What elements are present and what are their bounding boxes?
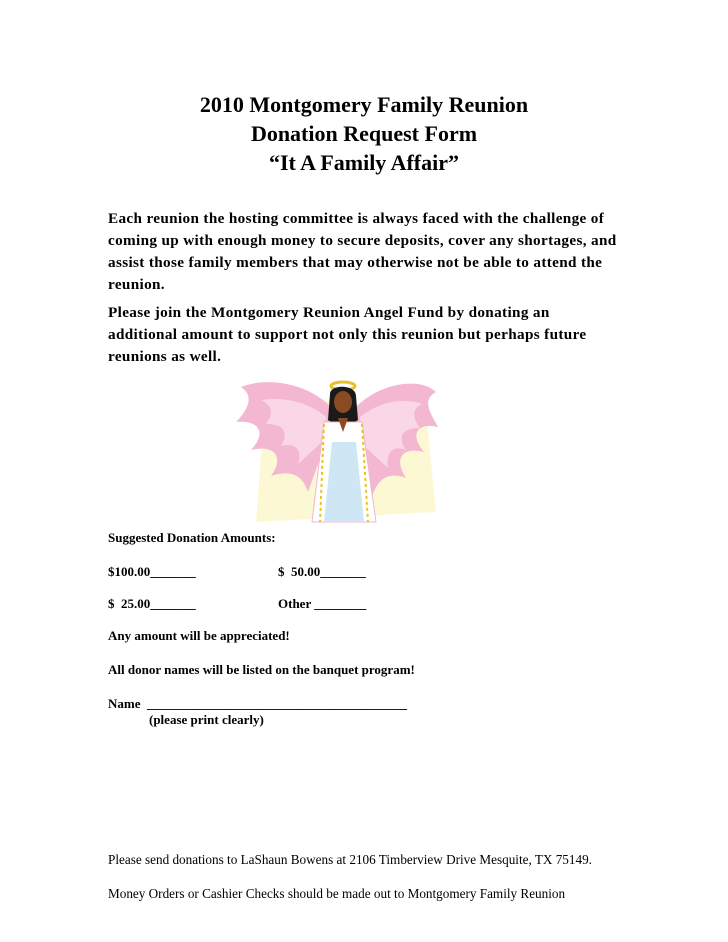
donor-names-note: All donor names will be listed on the banquet program! <box>108 662 415 677</box>
form-title <box>0 90 728 177</box>
amount-other-field[interactable]: Other ________ <box>278 596 367 611</box>
amount-50-field[interactable]: $ 50.00_______ <box>278 564 366 579</box>
title-line-3: “It A Family Affair” <box>268 150 460 175</box>
any-amount-note: Any amount will be appreciated! <box>108 628 290 643</box>
title-line-2: Donation Request Form <box>250 121 478 146</box>
amount-25-field[interactable]: $ 25.00_______ <box>108 596 196 611</box>
amount-100-field[interactable]: $100.00_______ <box>108 564 196 579</box>
intro-paragraph-1: Each reunion the hosting committee is always faced with the challenge of coming up with enough money to secure deposits, cover any shortages, and assist those family members that may otherwise not be able to attend the reunion. <box>108 210 617 293</box>
title-line-1: 2010 Montgomery Family Reunion <box>199 92 529 117</box>
payable-to-note: Money Orders or Cashier Checks should be made out to Montgomery Family Reunion <box>108 886 566 901</box>
name-field-hint: (please print clearly) <box>149 712 264 727</box>
angel-illustration-icon <box>226 372 446 532</box>
name-field[interactable]: Name ________________________________________ <box>108 696 407 711</box>
send-donations-address: Please send donations to LaShaun Bowens at 2106 Timberview Drive Mesquite, TX 75149. <box>108 852 592 867</box>
donation-heading: Suggested Donation Amounts: <box>108 530 276 545</box>
intro-paragraph-2: Please join the Montgomery Reunion Angel Fund by donating an additional amount to support not only this reunion but perhaps future reunions as well. <box>108 304 587 365</box>
